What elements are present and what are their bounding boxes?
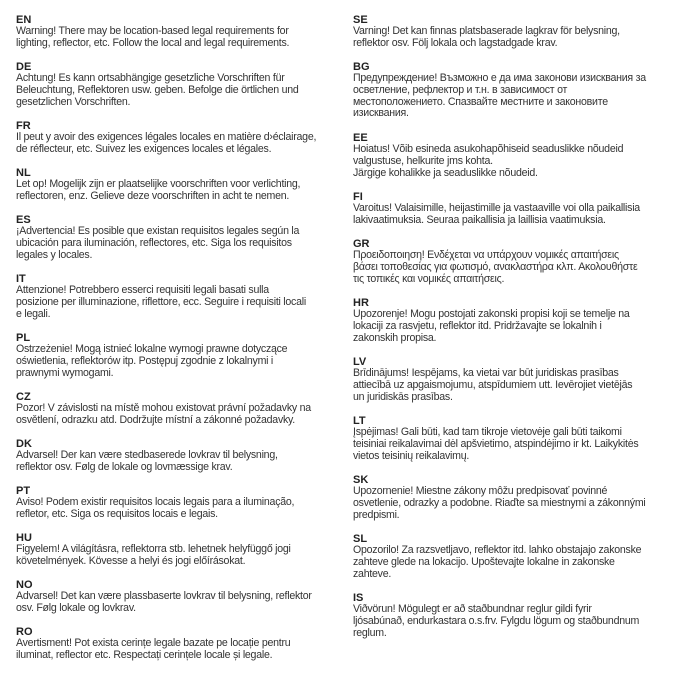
warning-section-cz [16,391,356,427]
warning-section-lv [353,356,693,403]
language-code: IS [353,592,364,604]
language-code: PL [16,332,31,344]
warning-text: Hoiatus! Võib esineda asukohapõhiseid seaduslikke nõudeid valgustuse, helkurite jms kohta. Järgige kohalikke ja seaduslikke nõudeid. [353,143,624,179]
warning-section-ro [16,626,356,662]
warning-text: Aviso! Podem existir requisitos locais legais para a iluminação, refletor, etc. Siga os requisitos locais e legais. [16,496,295,520]
warning-section-nl [16,167,356,203]
language-code: BG [353,61,370,73]
language-code: FR [16,120,31,132]
warning-section-dk [16,438,356,474]
language-code: NL [16,167,31,179]
language-code: DK [16,438,32,450]
language-code: SL [353,533,368,545]
warning-text: Figyelem! A világításra, reflektorra stb. lehetnek helyfüggő jogi követelmények. Kövesse a helyi és jogi előírásokat. [16,543,291,567]
warning-text: Opozorilo! Za razsvetljavo, reflektor itd. lahko obstajajo zakonske zahteve glede na lokacijo. Upoštevajte lokalne in zakonske zahteve. [353,544,642,580]
warning-section-pl [16,332,356,379]
warning-text: Warning! There may be location-based legal requirements for lighting, reflector, etc. Follow the local and legal requirements. [16,25,290,49]
language-code: CZ [16,391,31,403]
warning-section-is [353,592,693,639]
warning-section-sl [353,533,693,580]
warning-text: Let op! Mogelijk zijn er plaatselijke voorschriften voor verlichting, reflectoren, enz. Gelieve deze voorschriften in acht te nemen. [16,178,301,202]
warning-section-bg [353,61,693,120]
warning-section-ee [353,132,693,179]
warning-section-hr [353,297,693,344]
warning-text: Varoitus! Valaisimille, heijastimille ja vastaaville voi olla paikallisia lakivaatimuksia. Seuraa paikallisia ja laillisia vaatimuksia. [353,202,640,226]
language-code: FI [353,191,363,203]
warning-section-hu [16,532,356,568]
warning-text: Avertisment! Pot exista cerințe legale bazate pe locație pentru iluminat, reflector etc. Respectați cerințele locale și legale. [16,637,291,661]
language-code: HR [353,297,369,309]
warning-text: Advarsel! Det kan være plassbaserte lovkrav til belysning, reflektor osv. Følg lokale og lovkrav. [16,590,312,614]
language-code: EE [353,132,368,144]
language-code: SK [353,474,369,486]
language-code: PT [16,485,31,497]
warning-text: Предупреждение! Възможно е да има законови изисквания за осветление, рефлектор и т.н. в зависимост от местоположението. Спазвайте местните и законовите изисквания. [353,72,646,120]
language-code: RO [16,626,33,638]
warning-text: Attenzione! Potrebbero esserci requisiti legali basati sulla posizione per illuminazione, riflettore, ecc. Seguire i requisiti locali e legali. [16,284,306,320]
warning-text: Upozorenje! Mogu postojati zakonski propisi koji se temelje na lokaciji za rasvjetu, reflektor itd. Pridržavajte se lokalnih i zakonskih propisa. [353,308,630,344]
warning-section-de [16,61,356,108]
warning-section-fr [16,120,356,156]
warning-text: Varning! Det kan finnas platsbaserade lagkrav för belysning, reflektor osv. Följ lokala och lagstadgade krav. [353,25,620,49]
warning-text: Il peut y avoir des exigences légales locales en matière d›éclairage, de réflecteur, etc. Suivez les exigences locales et légales. [16,131,317,155]
warning-section-it [16,273,356,320]
warning-text: ¡Advertencia! Es posible que existan requisitos legales según la ubicación para iluminación, reflectores, etc. Siga los requisitos legales y locales. [16,225,300,261]
warning-text: Upozornenie! Miestne zákony môžu predpisovať povinné osvetlenie, odrazky a podobne. Riaďte sa miestnymi a zákonnými predpismi. [353,485,646,521]
warning-section-en [16,14,356,50]
warning-text: Προειδοποιηση! Ενδέχεται να υπάρχουν νομικές απαιτήσεις βάσει τοποθεσίας για φωτισμό, ανακλαστήρα κλπ. Ακολουθήστε τις τοπικές και νομικές απαιτήσεις. [353,249,638,285]
warning-text: Įspėjimas! Gali būti, kad tam tikroje vietovėje gali būti taikomi teisiniai reikalavimai dėl apšvietimo, atspindėjimo ir kt. Laikykitės vietos teisinių reikalavimų. [353,426,639,462]
language-code: ES [16,214,31,226]
language-code: SE [353,14,368,26]
warning-section-gr [353,238,693,285]
language-code: LT [353,415,366,427]
warning-section-es [16,214,356,261]
language-code: GR [353,238,370,250]
language-code: IT [16,273,26,285]
warning-text: Pozor! V závislosti na místě mohou existovat právní požadavky na osvětlení, odrazku atd. Dodržujte místní a zákonné požadavky. [16,402,311,426]
warning-text: Viðvörun! Mögulegt er að staðbundnar reglur gildi fyrir ljósabúnað, endurkastara o.s.frv. Fylgdu lögum og staðbundnum reglum. [353,603,640,639]
warning-section-lt [353,415,693,462]
language-code: EN [16,14,32,26]
warning-text: Ostrzeżenie! Mogą istnieć lokalne wymogi prawne dotyczące oświetlenia, reflektorów itp. Postępuj zgodnie z lokalnymi i prawnymi wymogami. [16,343,288,379]
warning-section-no [16,579,356,615]
warning-section-se [353,14,693,50]
warning-text: Achtung! Es kann ortsabhängige gesetzliche Vorschriften für Beleuchtung, Reflektoren usw. geben. Befolge die örtlichen und gesetzlichen Vorschriften. [16,72,299,108]
language-code: LV [353,356,367,368]
warning-section-fi [353,191,693,227]
warning-section-pt [16,485,356,521]
warning-text: Advarsel! Der kan være stedbaserede lovkrav til belysning, reflektor osv. Følg de lokale og lovmæssige krav. [16,449,278,473]
language-code: NO [16,579,33,591]
warning-section-sk [353,474,693,521]
warning-text: Brīdinājums! Iespējams, ka vietai var būt juridiskas prasības attiecībā uz apgaismojumu, atspīdumiem utt. Ievērojiet vietējās un juridiskās prasības. [353,367,633,403]
language-code: DE [16,61,32,73]
language-code: HU [16,532,32,544]
